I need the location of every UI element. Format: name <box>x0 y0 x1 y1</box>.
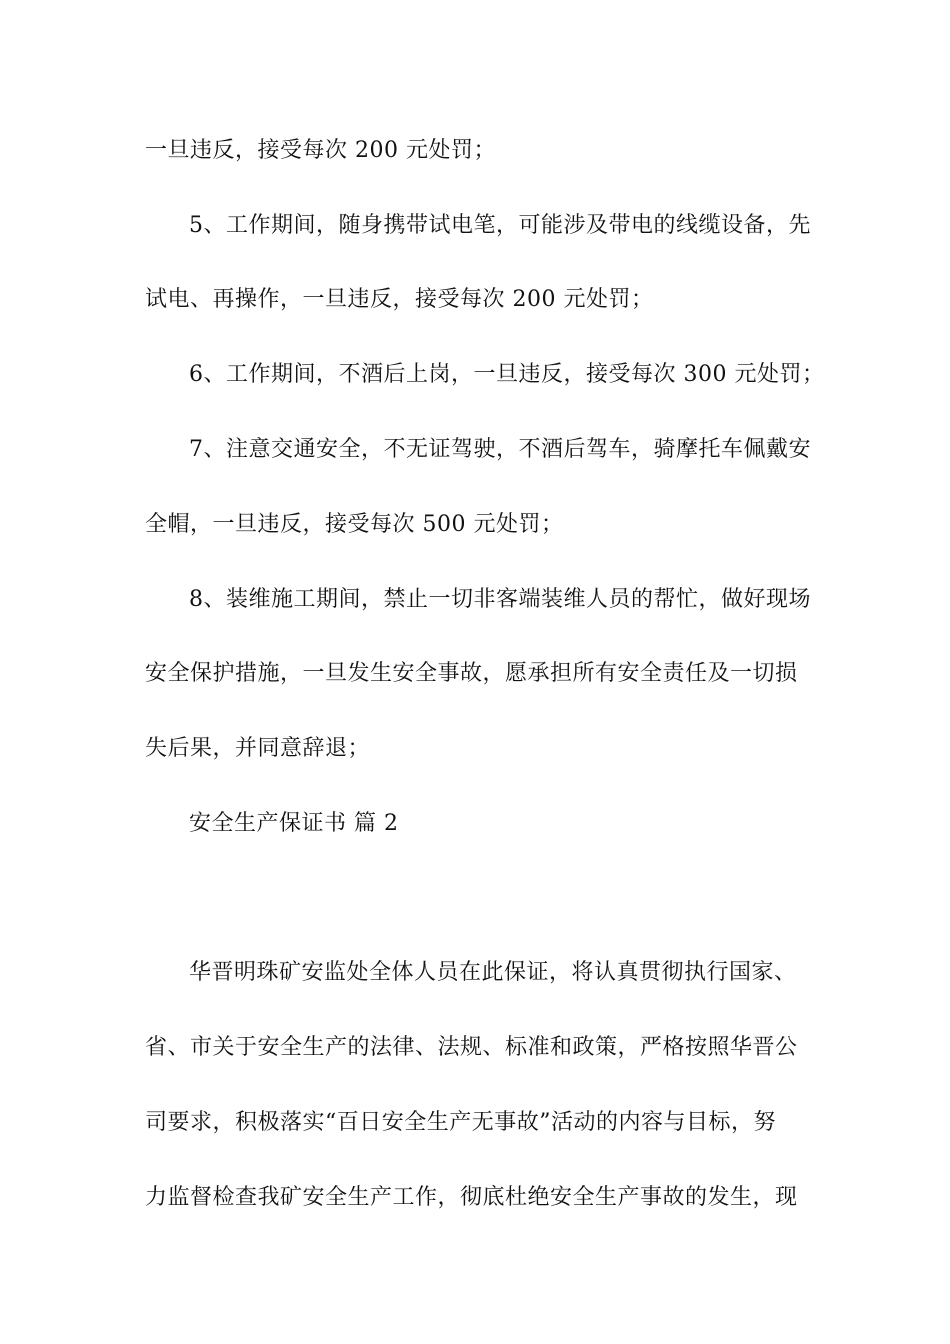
text-line: 华晋明珠矿安监处全体人员在此保证，将认真贯彻执行国家、 <box>189 960 797 985</box>
text-line: 8、装维施工期间，禁止一切非客端装维人员的帮忙，做好现场 <box>189 587 811 612</box>
text-line: 安全保护措施，一旦发生安全事故，愿承担所有安全责任及一切损 <box>145 661 798 686</box>
text-line: 5、工作期间，随身携带试电笔，可能涉及带电的线缆设备，先 <box>189 213 811 238</box>
text-line: 全帽，一旦违反，接受每次 500 元处罚； <box>145 512 564 537</box>
text-line: 失后果，并同意辞退； <box>145 736 371 761</box>
text-line: 7、注意交通安全，不无证驾驶，不酒后驾车，骑摩托车佩戴安 <box>189 437 811 462</box>
text-line: 试电、再操作，一旦违反，接受每次 200 元处罚； <box>145 287 654 312</box>
text-line: 6、工作期间，不酒后上岗，一旦违反，接受每次 300 元处罚； <box>189 362 825 387</box>
text-line: 力监督检查我矿安全生产工作，彻底杜绝安全生产事故的发生，现 <box>145 1185 798 1210</box>
section-heading: 安全生产保证书 篇 2 <box>189 811 399 836</box>
text-line: 省、市关于安全生产的法律、法规、标准和政策，严格按照华晋公 <box>145 1035 798 1060</box>
text-line: 司要求，积极落实“百日安全生产无事故”活动的内容与目标，努 <box>145 1110 776 1135</box>
text-line: 一旦违反，接受每次 200 元处罚； <box>145 138 496 163</box>
